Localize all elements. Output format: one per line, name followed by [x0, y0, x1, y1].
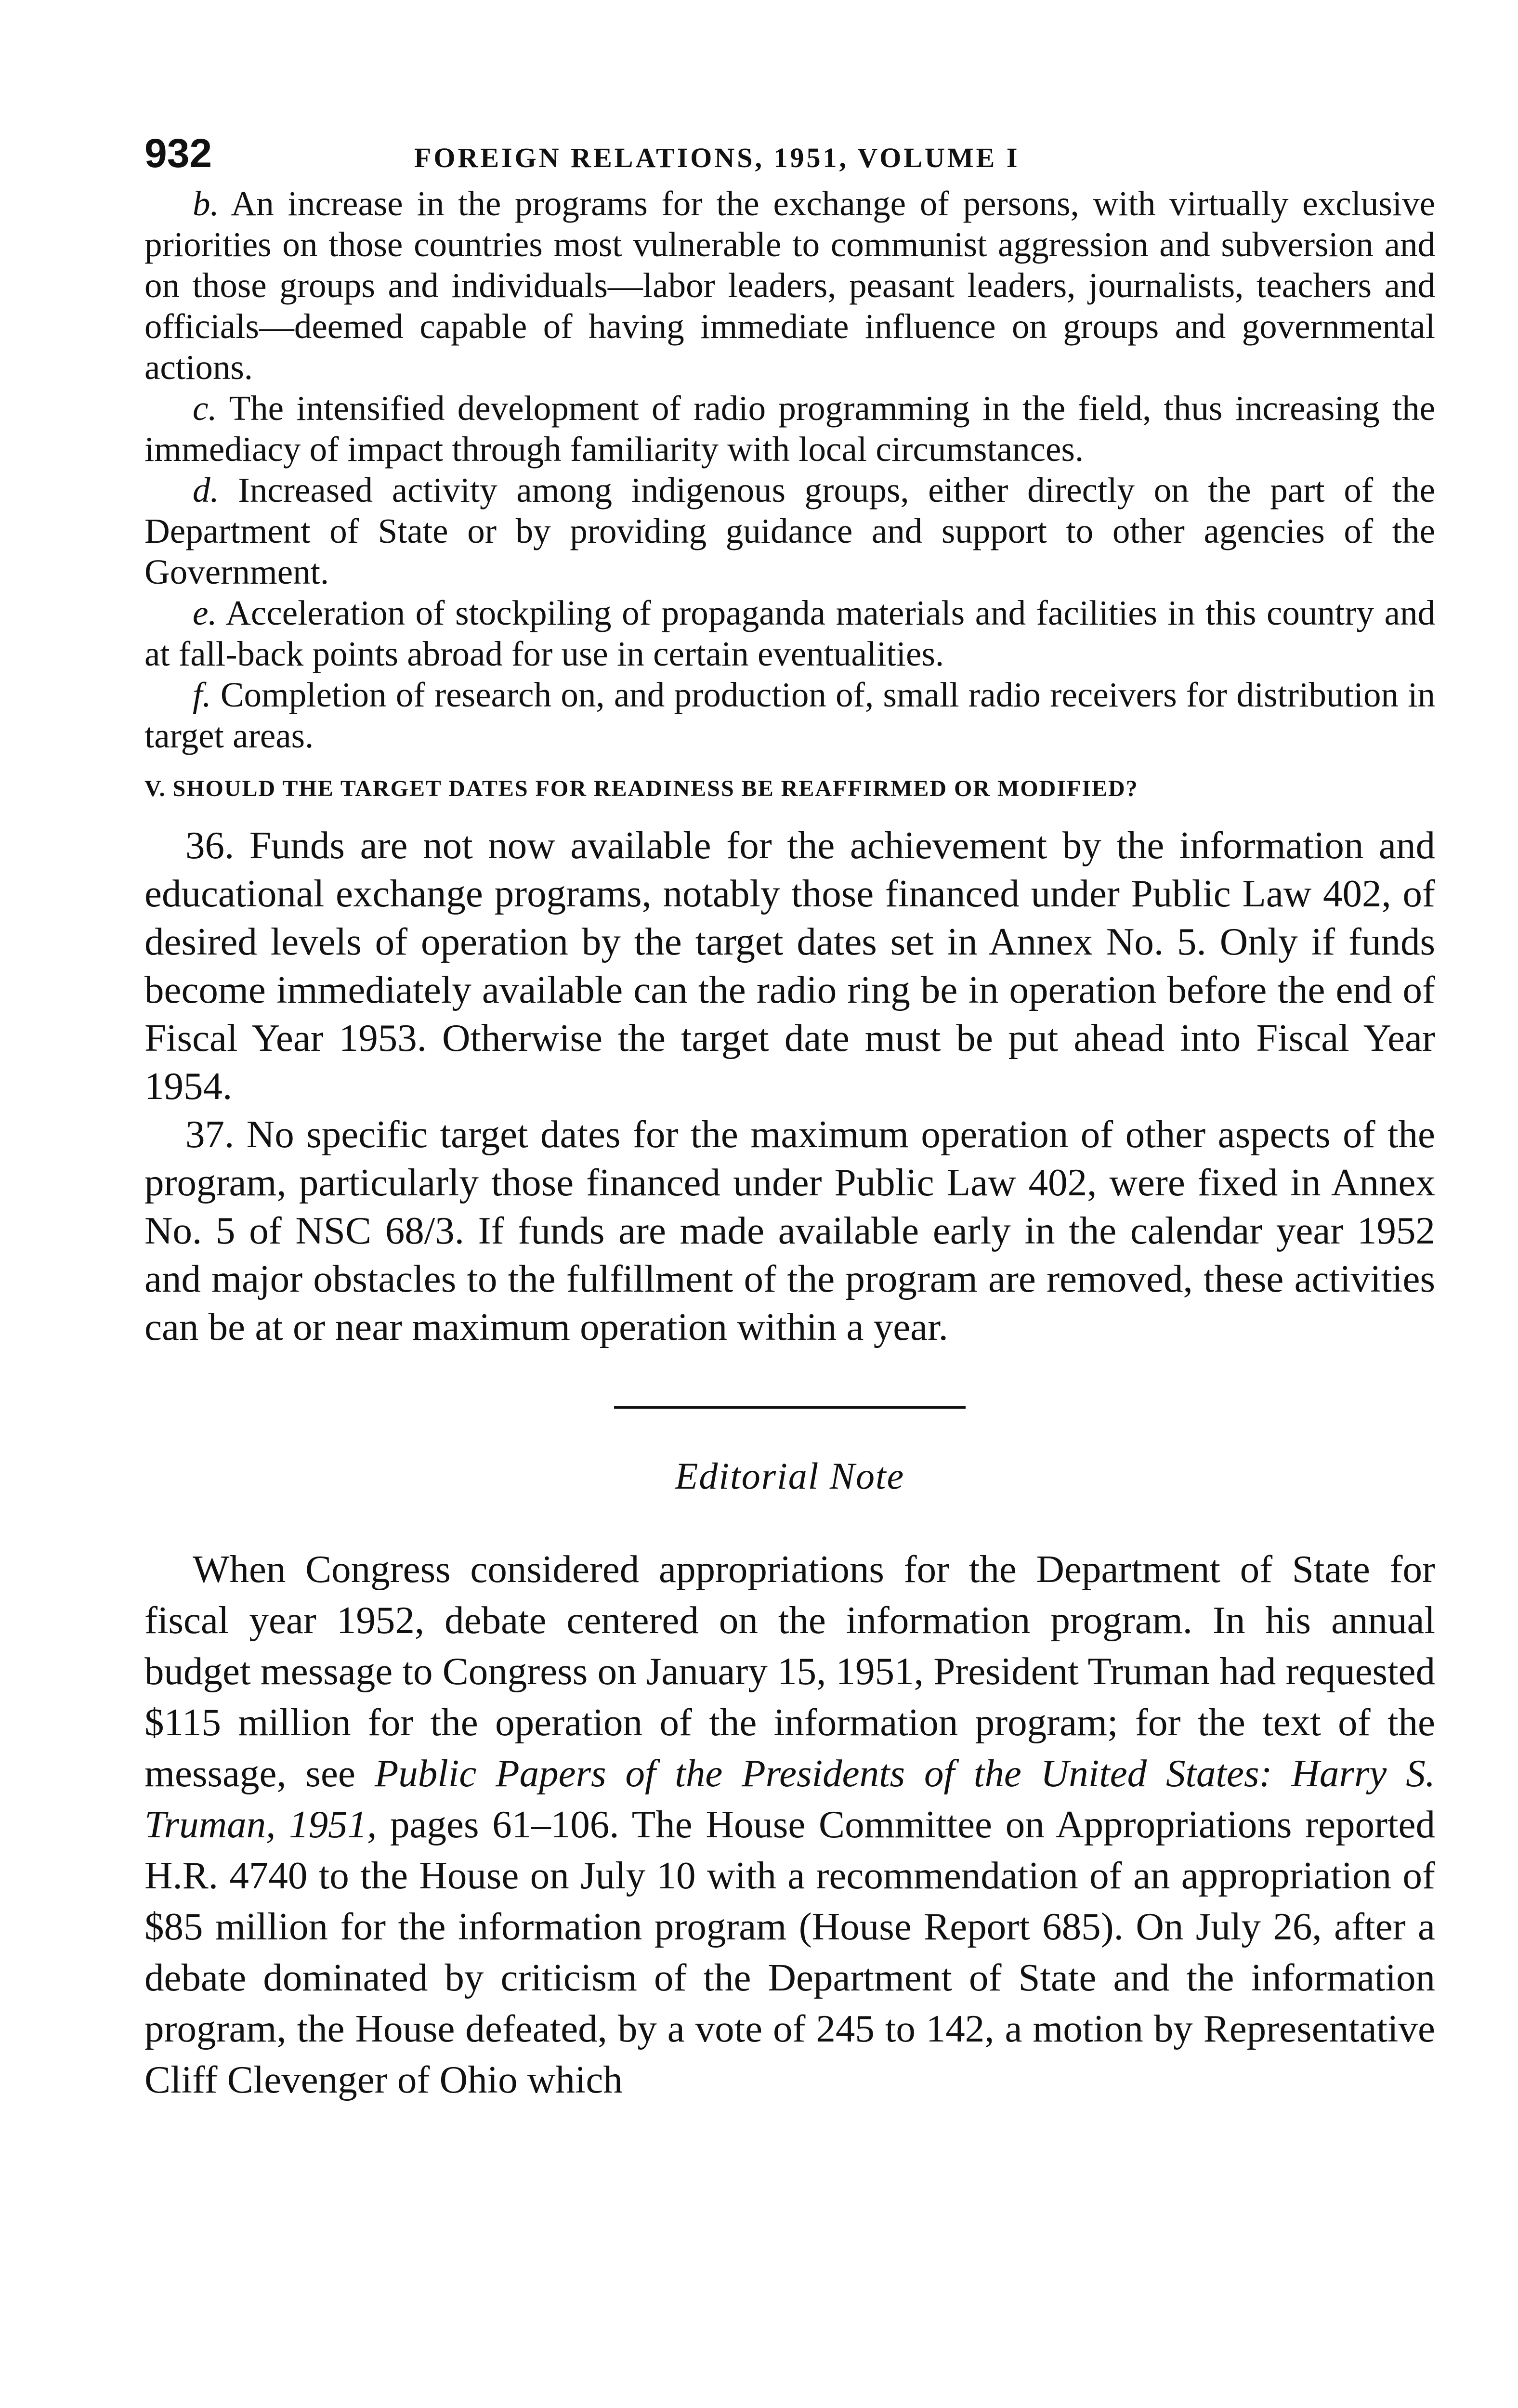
document-page	[144, 130, 1435, 2105]
editorial-text-part1: When Congress considered appropriations for the Department of State for fiscal year 1952, debate centered on the information program. In his annual budget message to Congress on January 15, 1951, President Truman had requested $115 million for the operation of the information program; for the text of the message, see	[144, 1547, 1435, 1795]
paragraph-36: 36. Funds are not now available for the achievement by the information and educational exchange programs, notably those financed under Public Law 402, of desired levels of operation by the target dates set in Annex No. 5. Only if funds become immediately available can the radio ring be in operation before the end of Fiscal Year 1953. Otherwise the target date must be put ahead into Fiscal Year 1954.	[144, 824, 1435, 1108]
numbered-paragraphs	[144, 821, 1435, 1351]
page-header	[144, 130, 1435, 183]
item-letter: b.	[193, 184, 219, 223]
item-letter: f.	[193, 675, 211, 714]
item-text: Acceleration of stockpiling of propaganda materials and facilities in this country and at fall-back points abroad for use in certain eventualities.	[144, 593, 1435, 673]
item-letter: d.	[193, 471, 219, 510]
item-text: The intensified development of radio programming in the field, thus increasing the immediacy of impact through familiarity with local circumstances.	[144, 389, 1436, 469]
item-letter: c.	[193, 389, 217, 428]
editorial-note-body	[144, 1544, 1435, 2105]
item-text: Increased activity among indigenous groups, either directly on the part of the Department of State or by providing guidance and support to other agencies of the Government.	[144, 471, 1435, 591]
lettered-list	[144, 183, 1435, 756]
section-heading: V. SHOULD THE TARGET DATES FOR READINESS BE REAFFIRMED OR MODIFIED?	[144, 776, 1138, 801]
item-text: An increase in the programs for the exchange of persons, with virtually exclusive priorities on those countries most vulnerable to communist aggression and subversion and on those groups and individuals—labor leaders, peasant leaders, journalists, teachers and officials—deemed capable of having immediate influence on groups and governmental actions.	[144, 184, 1435, 387]
editorial-text-part2: pages 61–106. The House Committee on Appropriations reported H.R. 4740 to the House on July 10 with a recommendation of an appropriation of $85 million for the information program (House Report 685). On July 26, after a debate dominated by criticism of the Department of State and the information program, the House defeated, by a vote of 245 to 142, a motion by Representative Cliff Clevenger of Ohio which	[144, 1803, 1435, 2101]
editorial-citation: Public Papers of the Presidents of the United States: Harry S. Truman, 1951,	[144, 1752, 1435, 1846]
editorial-note-title: Editorial Note	[675, 1455, 905, 1497]
item-letter: e.	[193, 593, 217, 632]
paragraph-37: 37. No specific target dates for the maximum operation of other aspects of the program, particularly those financed under Public Law 402, were fixed in Annex No. 5 of NSC 68/3. If funds are made available early in the calendar year 1952 and major obstacles to the fulfillment of the program are removed, these activities can be at or near maximum operation within a year.	[144, 1112, 1435, 1348]
list-item	[144, 388, 1435, 470]
list-item	[144, 183, 1435, 388]
list-item	[144, 592, 1435, 674]
list-item	[144, 674, 1435, 756]
running-head: FOREIGN RELATIONS, 1951, VOLUME I	[414, 142, 1020, 173]
list-item	[144, 470, 1435, 592]
page-number: 932	[144, 131, 212, 176]
item-text: Completion of research on, and production of, small radio receivers for distribution in target areas.	[144, 675, 1436, 755]
section-divider	[614, 1406, 966, 1409]
